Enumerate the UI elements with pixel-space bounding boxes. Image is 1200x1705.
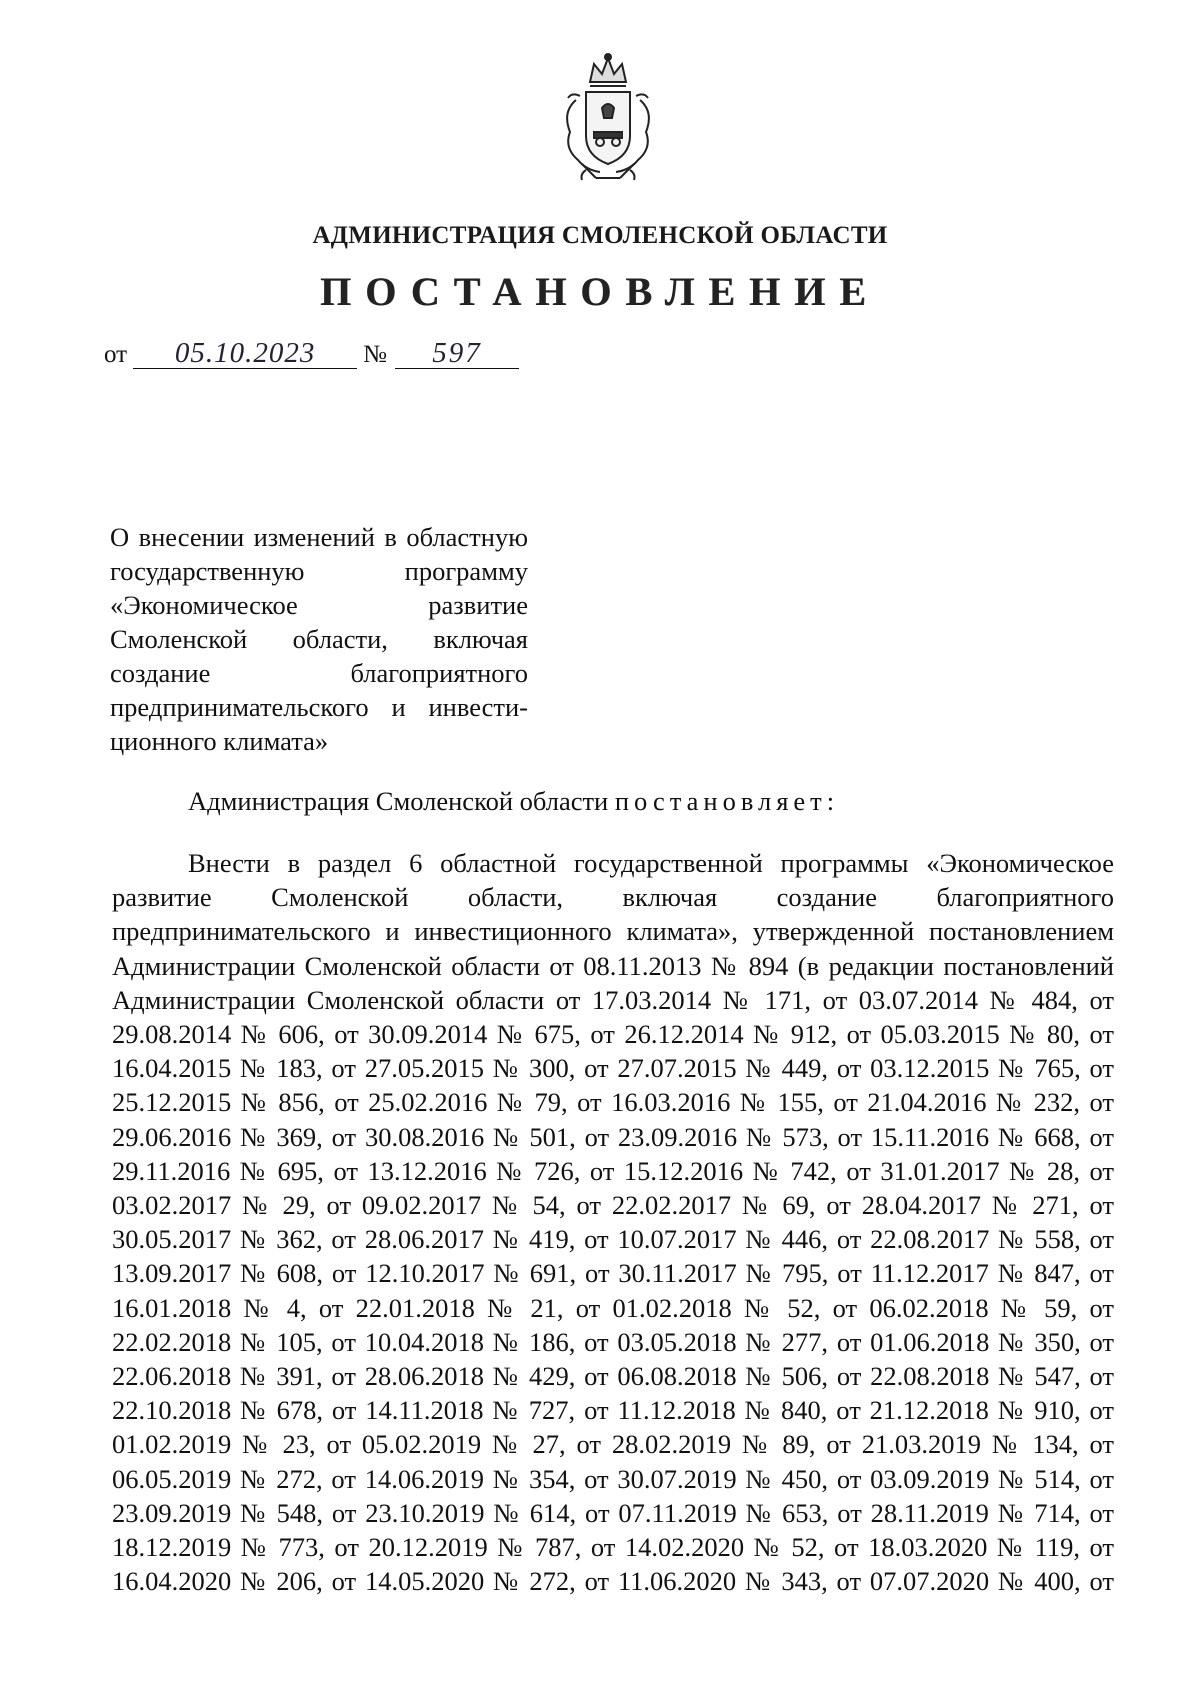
decree-line [188, 785, 839, 817]
document-body [112, 846, 1114, 1598]
document-subject [110, 520, 528, 758]
handwritten-date: 05.10.2023 [133, 338, 357, 369]
document-type: ПОСТАНОВЛЕНИЕ [320, 269, 880, 314]
date-prefix: от [104, 341, 128, 368]
handwritten-number: 597 [395, 338, 519, 369]
subject-text: О внесении изменений в областную государственную программу «Экономическое развитие Смоленской области, включая создание благоприятного предпринимательского и инвестиционного климата» [110, 522, 528, 756]
coat-of-arms-icon [556, 52, 660, 184]
organization-name: АДМИНИСТРАЦИЯ СМОЛЕНСКОЙ ОБЛАСТИ [312, 222, 888, 249]
number-prefix: № [363, 341, 387, 368]
body-paragraph: Внести в раздел 6 областной государственной программы «Экономическое развитие Смоленской области, включая создание благоприятного предпринимательского и инвестиционного климата», утвержденной постановлением Администрации Смоленской области от 08.11.2013 № 894 (в редакции постановлений Администрации Смоленской области от 17.03.2014 № 171, от 03.07.2014 № 484, от 29.08.2014 № 606, от 30.09.2014 № 675, от 26.12.2014 № 912, от 05.03.2015 № 80, от 16.04.2015 № 183, от 27.05.2015 № 300, от 27.07.2015 № 449, от 03.12.2015 № 765, от 25.12.2015 № 856, от 25.02.2016 № 79, от 16.03.2016 № 155, от 21.04.2016 № 232, от 29.06.2016 № 369, от 30.08.2016 № 501, от 23.09.2016 № 573, от 15.11.2016 № 668, от 29.11.2016 № 695, от 13.12.2016 № 726, от 15.12.2016 № 742, от 31.01.2017 № 28, от 03.02.2017 № 29, от 09.02.2017 № 54, от 22.02.2017 № 69, от 28.04.2017 № 271, от 30.05.2017 № 362, от 28.06.2017 № 419, от 10.07.2017 № 446, от 22.08.2017 № 558, от 13.09.2017 № 608, от 12.10.2017 № 691, от 30.11.2017 № 795, от 11.12.2017 № 847, от 16.01.2018 № 4, от 22.01.2018 № 21, от 01.02.2018 № 52, от 06.02.2018 № 59, от 22.02.2018 № 105, от 10.04.2018 № 186, от 03.05.2018 № 277, от 01.06.2018 № 350, от 22.06.2018 № 391, от 28.06.2018 № 429, от 06.08.2018 № 506, от 22.08.2018 № 547, от 22.10.2018 № 678, от 14.11.2018 № 727, от 11.12.2018 № 840, от 21.12.2018 № 910, от 01.02.2019 № 23, от 05.02.2019 № 27, от 28.02.2019 № 89, от 21.03.2019 № 134, от 06.05.2019 № 272, от 14.06.2019 № 354, от 30.07.2019 № 450, от 03.09.2019 № 514, от 23.09.2019 № 548, от 23.10.2019 № 614, от 07.11.2019 № 653, от 28.11.2019 № 714, от 18.12.2019 № 773, от 20.12.2019 № 787, от 14.02.2020 № 52, от 18.03.2020 № 119, от 16.04.2020 № 206, от 14.05.2020 № 272, от 11.06.2020 № 343, от 07.07.2020 № 400, от [112, 848, 1114, 1597]
decree-subject: Администрация Смоленской области [188, 786, 609, 816]
date-number-line [104, 338, 519, 369]
decree-action: постановляет: [614, 786, 840, 816]
